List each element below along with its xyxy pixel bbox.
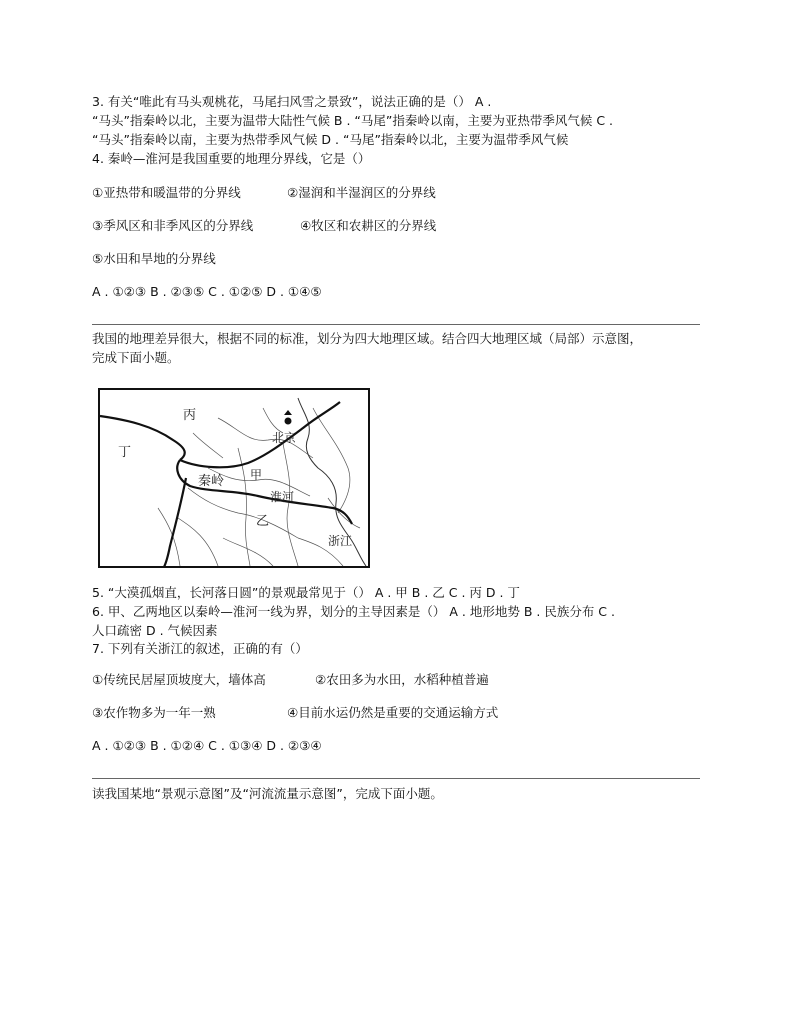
q3-line-2: “马头”指秦岭以北，主要为温带大陆性气候 B . “马尾”指秦岭以南，主要为亚热带季风气候 C .	[92, 113, 614, 128]
q7-option-4: ④目前水运仍然是重要的交通运输方式	[287, 705, 499, 720]
map-label-huaihe: 淮河	[270, 490, 295, 504]
map-label-bing: 丙	[183, 408, 197, 423]
map-label-ding: 丁	[118, 445, 132, 460]
q4-option-1: ①亚热带和暖温带的分界线	[92, 185, 241, 200]
intro-1-line-2: 完成下面小题。	[92, 350, 180, 365]
section-divider	[92, 778, 700, 779]
q3-line-1: 3. 有关“唯此有马头观桃花，马尾扫风雪之景致”，说法正确的是（） A .	[92, 94, 492, 109]
map-label-yi: 乙	[256, 514, 270, 529]
intro-1-line-1: 我国的地理差异很大，根据不同的标准，划分为四大地理区域。结合四大地理区域（局部）示意图，	[92, 331, 643, 346]
q4-stem: 4. 秦岭—淮河是我国重要的地理分界线，它是（）	[92, 151, 371, 166]
map-label-jia: 甲	[250, 468, 263, 482]
q5-line-1: 5. “大漠孤烟直，长河落日圆”的景观最常见于（） A . 甲 B . 乙 C . 丙 D . 丁	[92, 585, 520, 600]
map-label-qinling: 秦岭	[198, 474, 225, 489]
q6-line-1: 6. 甲、乙两地区以秦岭—淮河一线为界，划分的主导因素是（） A . 地形地势 B . 民族分布 C .	[92, 604, 615, 619]
q7-option-1: ①传统民居屋顶坡度大，墙体高	[92, 672, 266, 687]
q4-option-3: ③季风区和非季风区的分界线	[92, 218, 254, 233]
q7-answers: A . ①②③ B . ①②④ C . ①③④ D . ②③④	[92, 738, 322, 753]
q4-option-2: ②湿润和半湿润区的分界线	[287, 185, 436, 200]
regions-map	[98, 388, 370, 568]
map-label-zhejiang: 浙江	[328, 534, 353, 548]
q6-line-2: 人口疏密 D . 气候因素	[92, 623, 218, 638]
q4-option-5: ⑤水田和旱地的分界线	[92, 251, 216, 266]
map-label-beijing: 北京	[272, 431, 297, 445]
q7-option-3: ③农作物多为一年一熟	[92, 705, 216, 720]
q4-answers: A . ①②③ B . ②③⑤ C . ①②⑤ D . ①④⑤	[92, 284, 322, 299]
section-divider	[92, 324, 700, 325]
q7-stem: 7. 下列有关浙江的叙述，正确的有（）	[92, 641, 308, 656]
intro-2-line-1: 读我国某地“景观示意图”及“河流流量示意图”，完成下面小题。	[92, 786, 443, 801]
q3-line-3: “马头”指秦岭以南，主要为热带季风气候 D . “马尾”指秦岭以北，主要为温带季风气候	[92, 132, 569, 147]
q4-option-4: ④牧区和农耕区的分界线	[300, 218, 437, 233]
q7-option-2: ②农田多为水田，水稻种植普遍	[315, 672, 489, 687]
